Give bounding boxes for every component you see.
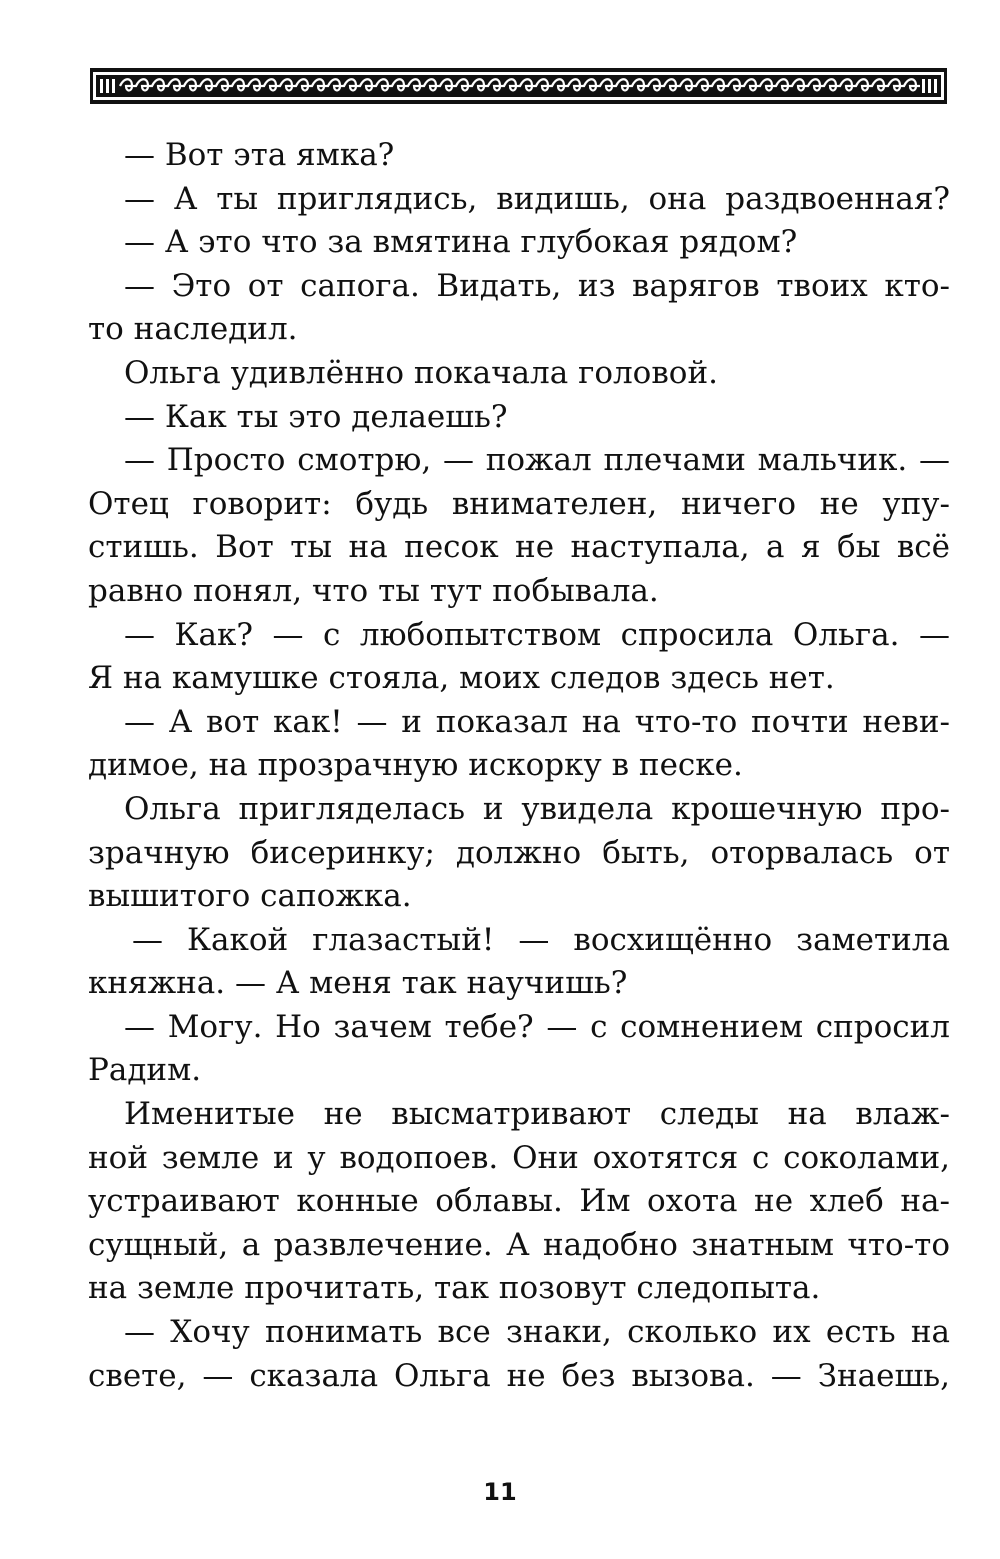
text-line: — А это что за вмятина глубокая рядом? (124, 224, 798, 261)
text-line: зрачную бисеринку; должно быть, оторвалась от (88, 834, 950, 871)
text-line: — А ты приглядись, видишь, она раздвоенная? (124, 180, 950, 217)
text-line: Ольга удивлённо покачала головой. (124, 354, 718, 391)
text-line: Радим. (88, 1052, 202, 1089)
text-line: — Вот эта ямка? (124, 137, 395, 173)
text-line: димое, на прозрачную искорку в песке. (88, 747, 743, 784)
text-line: Я на камушке стояла, моих следов здесь нет. (88, 660, 835, 697)
text-line: вышитого сапожка. (88, 878, 412, 915)
text-line: сущный, а развлечение. А надобно знатным что-то (88, 1226, 950, 1263)
text-line: — Как ты это делаешь? (124, 398, 508, 435)
text-line: ной земле и у водопоев. Они охотятся с соколами, (88, 1139, 950, 1176)
text-line: — Как? — с любопытством спросила Ольга. — (124, 616, 950, 653)
text-line: Именитые не высматривают следы на влаж- (124, 1096, 950, 1133)
text-line: равно понял, что ты тут побывала. (88, 572, 659, 609)
text-line: то наследил. (88, 311, 298, 348)
text-line: — Могу. Но зачем тебе? — с сомнением спросил (124, 1008, 950, 1045)
body-text (88, 134, 950, 1398)
text-line: княжна. — А меня так научишь? (88, 965, 628, 1002)
text-line: — Хочу понимать все знаки, сколько их есть на (124, 1314, 950, 1351)
text-line: Отец говорит: будь внимателен, ничего не упу- (88, 485, 950, 522)
text-line: стишь. Вот ты на песок не наступала, а я бы всё (88, 529, 950, 566)
header-ornament (90, 68, 947, 104)
text-line: — Какой глазастый! — восхищённо заметила (132, 921, 950, 958)
text-line: — А вот как! — и показал на что-то почти неви- (124, 703, 950, 740)
text-line: — Это от сапога. Видать, из варягов твоих кто- (124, 267, 950, 304)
text-line: устраивают конные облавы. Им охота не хлеб на- (88, 1183, 950, 1220)
text-line: — Просто смотрю, — пожал плечами мальчик. — (124, 442, 950, 479)
text-line: на земле прочитать, так позовут следопыта. (88, 1270, 821, 1307)
page-number: 11 (483, 1478, 517, 1506)
text-line: Ольга пригляделась и увидела крошечную про- (124, 790, 950, 827)
text-line: свете, — сказала Ольга не без вызова. — Знаешь, (88, 1357, 950, 1394)
